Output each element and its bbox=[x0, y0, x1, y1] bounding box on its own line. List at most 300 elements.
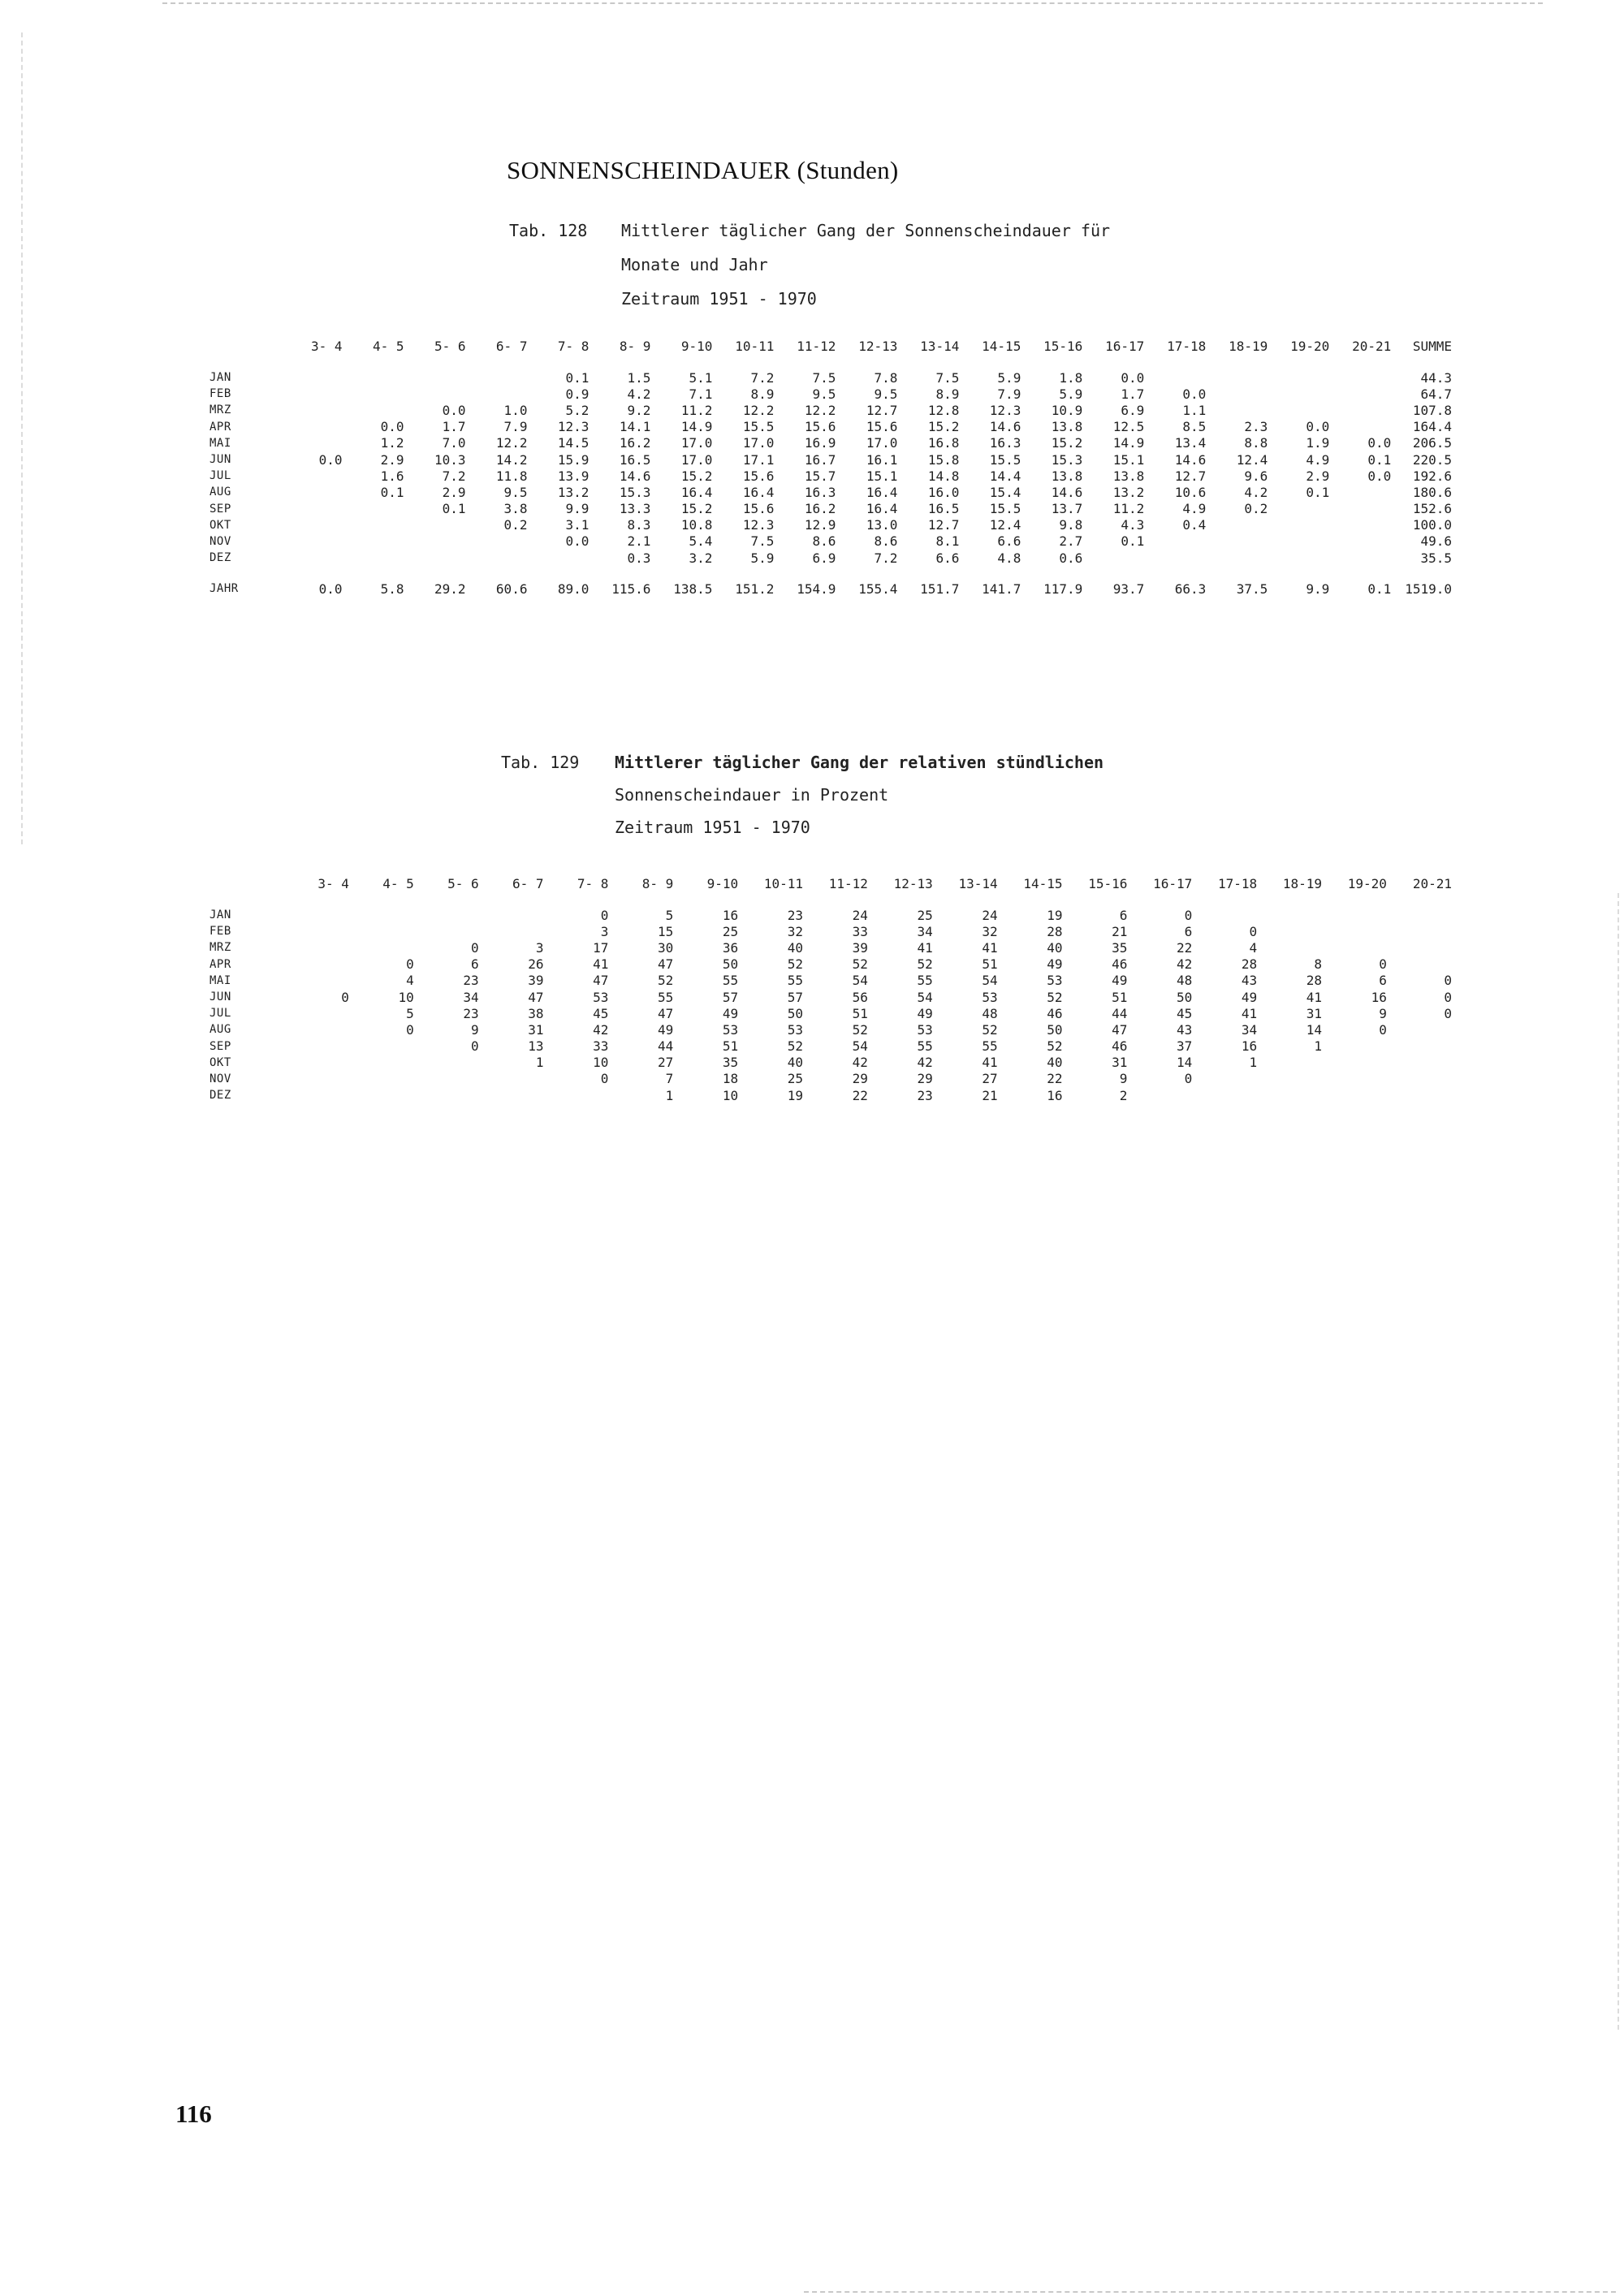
column-header: 15-16 bbox=[1088, 876, 1128, 891]
table-row bbox=[209, 580, 1452, 597]
table-cell: 8.6 bbox=[874, 533, 898, 550]
table-cell: 0.0 bbox=[565, 533, 590, 550]
table-cell: 12.2 bbox=[742, 402, 775, 418]
table-cell: 0 bbox=[341, 989, 349, 1005]
table-cell: 9 bbox=[1379, 1005, 1387, 1021]
column-header: 10-11 bbox=[735, 339, 775, 354]
row-label: MRZ bbox=[209, 941, 231, 955]
table-cell: 138.5 bbox=[673, 580, 713, 597]
table-cell: 0.0 bbox=[318, 451, 343, 468]
table-cell: 41 bbox=[1241, 1005, 1258, 1021]
table-cell: 16.3 bbox=[989, 435, 1021, 451]
table-cell: 44 bbox=[1112, 1005, 1128, 1021]
table-cell bbox=[479, 1071, 544, 1087]
table-cell: 9.5 bbox=[503, 484, 528, 500]
column-header: 4- 5 bbox=[372, 339, 404, 354]
table-cell: 9.5 bbox=[812, 386, 836, 402]
table-cell bbox=[284, 1005, 349, 1021]
table-cell bbox=[349, 1087, 414, 1103]
table-cell: 1 bbox=[665, 1087, 674, 1103]
table-cell: 6.6 bbox=[997, 533, 1021, 550]
table-cell: 117.9 bbox=[1043, 580, 1083, 597]
table-cell: 55 bbox=[722, 973, 739, 989]
table-cell: 21 bbox=[982, 1087, 998, 1103]
table-cell bbox=[1268, 517, 1329, 533]
table-cell: 4.3 bbox=[1121, 517, 1145, 533]
table-cell: 64.7 bbox=[1420, 386, 1452, 402]
table-cell bbox=[1206, 402, 1268, 418]
table-cell: 6.9 bbox=[1121, 402, 1145, 418]
table-cell: 51 bbox=[852, 1005, 868, 1021]
table-cell: 17.0 bbox=[680, 435, 713, 451]
table-cell bbox=[281, 550, 343, 566]
table-cell bbox=[281, 533, 343, 550]
table-cell: 12.5 bbox=[1112, 419, 1145, 435]
table-cell: 16.2 bbox=[619, 435, 651, 451]
column-header: 17-18 bbox=[1217, 876, 1258, 891]
table-cell: 13.0 bbox=[866, 517, 898, 533]
table-cell: 4.8 bbox=[997, 550, 1021, 566]
table-cell: 15.3 bbox=[1051, 451, 1083, 468]
table-cell: 7.2 bbox=[750, 369, 775, 386]
row-label: JAHR bbox=[209, 582, 239, 596]
table-cell: 151.7 bbox=[920, 580, 960, 597]
table-cell: 0.2 bbox=[503, 517, 528, 533]
header-row bbox=[209, 876, 1452, 907]
table-cell: 16.3 bbox=[804, 484, 836, 500]
table-cell: 14.1 bbox=[619, 419, 651, 435]
table-cell: 0 bbox=[1184, 1071, 1193, 1087]
table-cell: 55 bbox=[658, 989, 674, 1005]
table-cell: 8.8 bbox=[1244, 435, 1268, 451]
table-cell: 10 bbox=[593, 1055, 609, 1071]
table-cell: 38 bbox=[528, 1005, 544, 1021]
table-cell: 52 bbox=[1047, 1038, 1063, 1055]
table-cell: 26 bbox=[528, 956, 544, 973]
table-cell: 15.5 bbox=[989, 451, 1021, 468]
table-cell: 0 bbox=[471, 1038, 479, 1055]
column-header: 10-11 bbox=[763, 876, 804, 891]
table-cell bbox=[1257, 939, 1322, 956]
column-header: 18-19 bbox=[1229, 339, 1268, 354]
table-cell: 0 bbox=[1379, 956, 1387, 973]
table-cell: 5 bbox=[665, 907, 674, 923]
table-cell: 46 bbox=[1047, 1005, 1063, 1021]
table-cell bbox=[343, 550, 404, 566]
table-cell: 54 bbox=[917, 989, 933, 1005]
table-cell bbox=[1387, 923, 1452, 939]
table-cell: 14.6 bbox=[619, 468, 651, 484]
column-header: 7- 8 bbox=[557, 339, 590, 354]
table-cell: 16.1 bbox=[866, 451, 898, 468]
column-header: 16-17 bbox=[1153, 876, 1193, 891]
table-cell bbox=[1322, 1087, 1387, 1103]
table-cell: 15.2 bbox=[680, 501, 713, 517]
table-cell: 9 bbox=[471, 1021, 479, 1038]
table-cell: 6.9 bbox=[812, 550, 836, 566]
table-cell: 12.2 bbox=[495, 435, 528, 451]
table-cell: 14.9 bbox=[680, 419, 713, 435]
table-cell: 12.9 bbox=[804, 517, 836, 533]
table-cell: 8.9 bbox=[935, 386, 960, 402]
table-cell: 52 bbox=[787, 1038, 804, 1055]
table-cell: 16.4 bbox=[742, 484, 775, 500]
table-row bbox=[209, 484, 1452, 500]
table-cell: 12.4 bbox=[1236, 451, 1268, 468]
column-header: 19-20 bbox=[1290, 339, 1330, 354]
table-cell bbox=[1268, 550, 1329, 566]
table-cell: 0.0 bbox=[1367, 435, 1392, 451]
table-cell bbox=[284, 907, 349, 923]
table-cell: 7.1 bbox=[689, 386, 713, 402]
table-cell: 18 bbox=[722, 1071, 739, 1087]
table-cell bbox=[1329, 386, 1391, 402]
table-cell: 0 bbox=[471, 939, 479, 956]
table-row bbox=[209, 1071, 1452, 1087]
table-cell bbox=[281, 517, 343, 533]
table-cell: 4 bbox=[406, 973, 414, 989]
tab129-title-line1: Mittlerer täglicher Gang der relativen stündlichen bbox=[615, 753, 1104, 772]
table-cell: 24 bbox=[852, 907, 868, 923]
table-cell: 39 bbox=[852, 939, 868, 956]
page-title: SONNENSCHEINDAUER (Stunden) bbox=[507, 156, 899, 184]
table-cell bbox=[479, 1087, 544, 1103]
table-cell: 52 bbox=[917, 956, 933, 973]
table-cell bbox=[1192, 1087, 1257, 1103]
table-cell bbox=[281, 369, 343, 386]
row-label: MRZ bbox=[209, 404, 231, 417]
table-cell: 7.0 bbox=[442, 435, 466, 451]
table-cell bbox=[349, 923, 414, 939]
table-cell: 107.8 bbox=[1412, 402, 1452, 418]
table-cell: 16.5 bbox=[927, 501, 960, 517]
table-cell: 9.9 bbox=[565, 501, 590, 517]
table-cell bbox=[284, 923, 349, 939]
table-cell: 8.3 bbox=[627, 517, 651, 533]
row-label: MAI bbox=[209, 973, 231, 987]
table-cell: 52 bbox=[1047, 989, 1063, 1005]
table-cell: 5.8 bbox=[380, 580, 404, 597]
column-header: 8- 9 bbox=[619, 339, 651, 354]
table-cell: 0 bbox=[406, 1021, 414, 1038]
row-label: FEB bbox=[209, 387, 231, 401]
table-cell: 4.2 bbox=[627, 386, 651, 402]
table-cell bbox=[281, 435, 343, 451]
table-cell: 28 bbox=[1241, 956, 1258, 973]
table-cell: 66.3 bbox=[1174, 580, 1207, 597]
table-cell: 0.1 bbox=[1367, 580, 1392, 597]
table-cell: 4.2 bbox=[1244, 484, 1268, 500]
tab129-label: Tab. 129 bbox=[501, 753, 580, 772]
column-header: 6- 7 bbox=[495, 339, 528, 354]
table-cell: 17.0 bbox=[866, 435, 898, 451]
table-cell bbox=[281, 402, 343, 418]
table-cell: 35.5 bbox=[1420, 550, 1452, 566]
table-cell: 42 bbox=[852, 1055, 868, 1071]
table-cell: 22 bbox=[1047, 1071, 1063, 1087]
tab129-table bbox=[209, 876, 1452, 1103]
table-cell bbox=[1206, 386, 1268, 402]
table-cell: 15.6 bbox=[742, 501, 775, 517]
table-cell: 0.0 bbox=[318, 580, 343, 597]
table-cell: 41 bbox=[982, 939, 998, 956]
table-cell: 16.5 bbox=[619, 451, 651, 468]
table-cell: 25 bbox=[787, 1071, 804, 1087]
table-cell: 13 bbox=[528, 1038, 544, 1055]
table-cell: 5.4 bbox=[689, 533, 713, 550]
table-cell: 0.1 bbox=[565, 369, 590, 386]
table-row bbox=[209, 907, 1452, 923]
table-cell: 55 bbox=[982, 1038, 998, 1055]
table-cell: 12.3 bbox=[989, 402, 1021, 418]
tab128-title-line3: Zeitraum 1951 - 1970 bbox=[621, 289, 817, 309]
column-header: 13-14 bbox=[958, 876, 998, 891]
table-cell: 29.2 bbox=[434, 580, 466, 597]
table-cell: 52 bbox=[852, 1021, 868, 1038]
table-cell: 0 bbox=[1444, 973, 1452, 989]
table-cell bbox=[1268, 369, 1329, 386]
table-cell: 49 bbox=[1112, 973, 1128, 989]
table-cell bbox=[1257, 1055, 1322, 1071]
table-cell: 16.0 bbox=[927, 484, 960, 500]
table-cell: 42 bbox=[1177, 956, 1193, 973]
table-cell: 49.6 bbox=[1420, 533, 1452, 550]
table-cell: 27 bbox=[982, 1071, 998, 1087]
table-cell: 34 bbox=[463, 989, 479, 1005]
table-cell bbox=[1257, 1071, 1322, 1087]
table-cell: 54 bbox=[852, 973, 868, 989]
column-header: 19-20 bbox=[1347, 876, 1387, 891]
table-cell: 7.2 bbox=[442, 468, 466, 484]
table-cell: 56 bbox=[852, 989, 868, 1005]
table-cell: 17.0 bbox=[680, 451, 713, 468]
column-header: 14-15 bbox=[982, 339, 1021, 354]
table-cell: 9 bbox=[1119, 1071, 1128, 1087]
table-cell bbox=[1329, 402, 1391, 418]
row-spacer bbox=[209, 566, 1452, 580]
table-cell bbox=[349, 1038, 414, 1055]
column-header: 11-12 bbox=[797, 339, 836, 354]
table-cell: 49 bbox=[917, 1005, 933, 1021]
table-cell: 17 bbox=[593, 939, 609, 956]
row-label: AUG bbox=[209, 1023, 231, 1037]
table-cell: 25 bbox=[917, 907, 933, 923]
table-cell: 6 bbox=[1184, 923, 1193, 939]
table-cell: 51 bbox=[722, 1038, 739, 1055]
column-header: 3- 4 bbox=[317, 876, 349, 891]
table-cell: 12.7 bbox=[866, 402, 898, 418]
table-cell bbox=[1329, 501, 1391, 517]
table-cell: 0 bbox=[1444, 989, 1452, 1005]
table-cell: 1519.0 bbox=[1405, 580, 1452, 597]
table-cell: 2 bbox=[1119, 1087, 1128, 1103]
table-cell: 15.5 bbox=[989, 501, 1021, 517]
table-cell: 6.6 bbox=[935, 550, 960, 566]
table-cell bbox=[1329, 484, 1391, 500]
table-cell: 21 bbox=[1112, 923, 1128, 939]
table-cell: 2.9 bbox=[442, 484, 466, 500]
column-header: 13-14 bbox=[920, 339, 960, 354]
table-cell bbox=[1387, 1087, 1452, 1103]
table-cell: 0.0 bbox=[1182, 386, 1207, 402]
table-cell: 12.7 bbox=[927, 517, 960, 533]
table-cell bbox=[343, 402, 404, 418]
column-header: 8- 9 bbox=[641, 876, 674, 891]
table-cell: 33 bbox=[593, 1038, 609, 1055]
table-cell: 1.1 bbox=[1182, 402, 1207, 418]
table-row bbox=[209, 1038, 1452, 1055]
table-cell: 47 bbox=[658, 1005, 674, 1021]
table-cell: 48 bbox=[1177, 973, 1193, 989]
table-cell: 34 bbox=[1241, 1021, 1258, 1038]
table-row bbox=[209, 1087, 1452, 1103]
row-label: FEB bbox=[209, 925, 231, 939]
table-cell: 10.6 bbox=[1174, 484, 1207, 500]
table-cell bbox=[349, 907, 414, 923]
table-cell: 0 bbox=[1444, 1005, 1452, 1021]
table-cell bbox=[343, 501, 404, 517]
column-header: 15-16 bbox=[1043, 339, 1083, 354]
table-cell: 15.6 bbox=[742, 468, 775, 484]
table-cell: 6 bbox=[1379, 973, 1387, 989]
table-cell: 15.2 bbox=[1051, 435, 1083, 451]
table-cell: 15.1 bbox=[866, 468, 898, 484]
table-cell: 40 bbox=[787, 939, 804, 956]
table-cell: 49 bbox=[722, 1005, 739, 1021]
row-label: JAN bbox=[209, 908, 231, 922]
table-cell: 2.1 bbox=[627, 533, 651, 550]
table-cell bbox=[1387, 956, 1452, 973]
table-cell: 9.9 bbox=[1306, 580, 1330, 597]
table-cell: 15.1 bbox=[1112, 451, 1145, 468]
table-cell: 16.4 bbox=[866, 484, 898, 500]
table-cell: 11.2 bbox=[1112, 501, 1145, 517]
table-cell bbox=[343, 369, 404, 386]
table-row bbox=[209, 501, 1452, 517]
table-cell: 12.3 bbox=[742, 517, 775, 533]
table-cell: 3 bbox=[535, 939, 544, 956]
table-cell: 22 bbox=[1177, 939, 1193, 956]
table-cell bbox=[544, 1087, 609, 1103]
table-cell: 0.1 bbox=[1121, 533, 1145, 550]
table-cell: 17.0 bbox=[742, 435, 775, 451]
table-cell bbox=[1387, 907, 1452, 923]
table-cell: 0 bbox=[406, 956, 414, 973]
table-cell bbox=[284, 956, 349, 973]
table-row bbox=[209, 923, 1452, 939]
table-cell: 13.2 bbox=[1112, 484, 1145, 500]
table-cell: 0 bbox=[600, 907, 609, 923]
table-cell: 15.3 bbox=[619, 484, 651, 500]
table-cell: 37 bbox=[1177, 1038, 1193, 1055]
table-cell: 47 bbox=[658, 956, 674, 973]
table-cell: 0.0 bbox=[1306, 419, 1330, 435]
table-cell bbox=[479, 923, 544, 939]
table-cell: 1.8 bbox=[1059, 369, 1083, 386]
row-spacer-cell bbox=[209, 566, 1452, 580]
table-cell: 1.9 bbox=[1306, 435, 1330, 451]
table-cell: 36 bbox=[722, 939, 739, 956]
table-cell: 35 bbox=[722, 1055, 739, 1071]
table-cell bbox=[284, 939, 349, 956]
table-cell bbox=[284, 1021, 349, 1038]
table-cell: 43 bbox=[1241, 973, 1258, 989]
table-cell: 6 bbox=[1119, 907, 1128, 923]
table-cell: 29 bbox=[917, 1071, 933, 1087]
table-cell: 48 bbox=[982, 1005, 998, 1021]
table-cell: 1 bbox=[1314, 1038, 1323, 1055]
table-cell: 50 bbox=[1047, 1021, 1063, 1038]
table-cell bbox=[281, 501, 343, 517]
column-header: 20-21 bbox=[1412, 876, 1452, 891]
table-cell bbox=[349, 939, 414, 956]
row-label: MAI bbox=[209, 436, 231, 450]
table-cell: 0.0 bbox=[442, 402, 466, 418]
table-cell: 16 bbox=[722, 907, 739, 923]
column-header: 16-17 bbox=[1105, 339, 1145, 354]
table-cell: 54 bbox=[852, 1038, 868, 1055]
table-cell bbox=[1387, 1021, 1452, 1038]
table-cell: 13.8 bbox=[1051, 419, 1083, 435]
table-cell: 30 bbox=[658, 939, 674, 956]
table-cell: 5.1 bbox=[689, 369, 713, 386]
table-cell: 14.6 bbox=[1174, 451, 1207, 468]
column-header: 18-19 bbox=[1282, 876, 1323, 891]
table-cell: 32 bbox=[787, 923, 804, 939]
table-cell: 53 bbox=[982, 989, 998, 1005]
table-cell bbox=[1206, 517, 1268, 533]
table-cell: 151.2 bbox=[735, 580, 775, 597]
table-cell: 37.5 bbox=[1236, 580, 1268, 597]
table-cell: 11.2 bbox=[680, 402, 713, 418]
table-cell: 5.9 bbox=[997, 369, 1021, 386]
table-cell: 53 bbox=[787, 1021, 804, 1038]
table-cell bbox=[1257, 1087, 1322, 1103]
table-cell bbox=[1387, 1038, 1452, 1055]
table-cell: 9.5 bbox=[874, 386, 898, 402]
table-cell: 7.5 bbox=[935, 369, 960, 386]
column-header: 6- 7 bbox=[512, 876, 544, 891]
table-cell: 14.9 bbox=[1112, 435, 1145, 451]
table-cell: 5.2 bbox=[565, 402, 590, 418]
table-cell: 89.0 bbox=[557, 580, 590, 597]
table-cell: 23 bbox=[787, 907, 804, 923]
table-cell: 16.7 bbox=[804, 451, 836, 468]
table-cell: 12.8 bbox=[927, 402, 960, 418]
table-cell: 8 bbox=[1314, 956, 1323, 973]
table-cell: 154.9 bbox=[797, 580, 836, 597]
column-header: 7- 8 bbox=[577, 876, 609, 891]
table-cell bbox=[1268, 386, 1329, 402]
table-cell: 50 bbox=[722, 956, 739, 973]
table-cell bbox=[1387, 1055, 1452, 1071]
table-cell: 41 bbox=[917, 939, 933, 956]
table-cell: 23 bbox=[463, 1005, 479, 1021]
table-cell bbox=[414, 923, 479, 939]
table-cell: 15.2 bbox=[680, 468, 713, 484]
table-cell: 10.8 bbox=[680, 517, 713, 533]
table-cell: 13.3 bbox=[619, 501, 651, 517]
table-cell: 3.2 bbox=[689, 550, 713, 566]
table-cell: 12.3 bbox=[557, 419, 590, 435]
table-cell: 14.6 bbox=[989, 419, 1021, 435]
table-cell: 0.1 bbox=[1306, 484, 1330, 500]
row-label: APR bbox=[209, 420, 231, 434]
table-cell: 3.1 bbox=[565, 517, 590, 533]
table-cell: 0.0 bbox=[1367, 468, 1392, 484]
table-cell bbox=[1257, 907, 1322, 923]
table-cell: 16 bbox=[1047, 1087, 1063, 1103]
